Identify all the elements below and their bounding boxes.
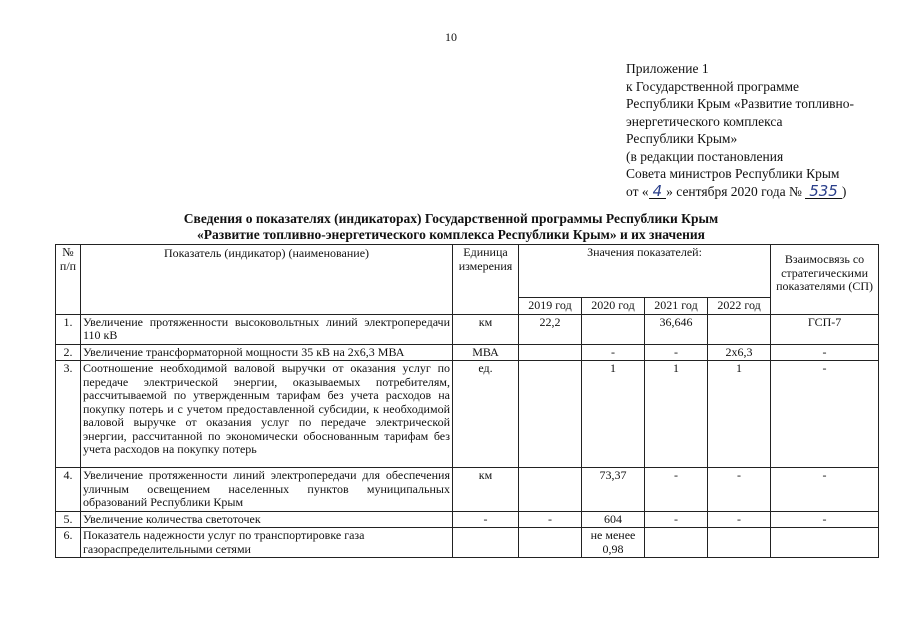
appendix-line: Совета министров Республики Крым xyxy=(626,166,840,181)
handwritten-decree-number: 535 xyxy=(805,184,842,199)
row-value-2020: не менее 0,98 xyxy=(582,528,645,558)
appendix-line: (в редакции постановления xyxy=(626,148,784,164)
row-value-2021: 36,646 xyxy=(645,314,708,344)
row-value-2022: 1 xyxy=(708,361,771,468)
row-value-2022 xyxy=(708,314,771,344)
row-unit xyxy=(453,528,519,558)
header-values: Значения показателей: xyxy=(519,245,771,298)
row-value-2019: - xyxy=(519,511,582,528)
row-value-2020: - xyxy=(582,344,645,361)
row-value-2022: - xyxy=(708,468,771,512)
row-num: 4. xyxy=(56,468,81,512)
indicators-table xyxy=(55,244,879,558)
row-indicator: Соотношение необходимой валовой выручки от оказания услуг по передаче электрической энергии, оказываемых потребителям, рассчитываемой по утвержденным тарифам без учета расходов на покупку потерь и с учетом предоставленной субсидии, к необходимой валовой выручке от оказания услуг по передаче электрической энергии, рассчитанной по экономически обоснованным тарифам без учета расходов на покупку потерь xyxy=(81,361,453,468)
date-prefix: от « xyxy=(626,183,649,199)
table-row xyxy=(56,361,879,468)
appendix-line: Республики Крым» xyxy=(626,131,738,146)
row-value-2021 xyxy=(645,528,708,558)
row-value-2020: 604 xyxy=(582,511,645,528)
row-value-2019 xyxy=(519,468,582,512)
row-indicator: Увеличение протяженности линий электропередачи для обеспечения уличным освещением населенных пунктов муниципальных образований Республики Крым xyxy=(81,468,453,512)
table-row xyxy=(56,468,879,512)
row-value-2020: 1 xyxy=(582,361,645,468)
appendix-line: к Государственной программе xyxy=(626,78,800,94)
decree-date-line xyxy=(626,183,896,201)
title-line-1: Сведения о показателях (индикаторах) Государственной программы Республики Крым xyxy=(183,211,719,226)
appendix-line: энергетического комплекса xyxy=(626,113,783,129)
table-row xyxy=(56,314,879,344)
row-strategic-link: - xyxy=(771,511,879,528)
row-value-2019 xyxy=(519,361,582,468)
row-unit: МВА xyxy=(453,344,519,361)
header-year: 2020 год xyxy=(582,298,645,315)
row-value-2019 xyxy=(519,528,582,558)
row-value-2020 xyxy=(582,314,645,344)
row-indicator: Увеличение трансформаторной мощности 35 кВ на 2х6,3 МВА xyxy=(81,344,453,361)
header-year: 2022 год xyxy=(708,298,771,315)
header-indicator: Показатель (индикатор) (наименование) xyxy=(81,245,453,315)
title-line-2: «Развитие топливно-энергетического комплекса Республики Крым» и их значения xyxy=(197,227,705,242)
row-num: 3. xyxy=(56,361,81,468)
row-value-2021: 1 xyxy=(645,361,708,468)
row-indicator: Показатель надежности услуг по транспортировке газа газораспределительными сетями xyxy=(81,528,453,558)
handwritten-day: 4 xyxy=(649,184,667,199)
table-row xyxy=(56,528,879,558)
appendix-line: Республики Крым «Развитие топливно- xyxy=(626,96,855,111)
appendix-block xyxy=(626,60,896,200)
row-value-2019: 22,2 xyxy=(519,314,582,344)
header-num: № п/п xyxy=(56,245,81,315)
row-num: 1. xyxy=(56,314,81,344)
row-strategic-link xyxy=(771,528,879,558)
date-middle: » сентября 2020 года № xyxy=(666,183,802,199)
row-indicator: Увеличение протяженности высоковольтных линий электропередачи 110 кВ xyxy=(81,314,453,344)
row-num: 2. xyxy=(56,344,81,361)
table-row xyxy=(56,511,879,528)
row-strategic-link: - xyxy=(771,344,879,361)
row-strategic-link: ГСП-7 xyxy=(771,314,879,344)
row-num: 5. xyxy=(56,511,81,528)
document-title xyxy=(0,211,902,243)
appendix-line: Приложение 1 xyxy=(626,61,709,76)
row-value-2019 xyxy=(519,344,582,361)
row-strategic-link: - xyxy=(771,468,879,512)
row-value-2021: - xyxy=(645,468,708,512)
row-value-2020: 73,37 xyxy=(582,468,645,512)
row-indicator: Увеличение количества светоточек xyxy=(81,511,453,528)
header-unit: Единица измерения xyxy=(453,245,519,315)
header-strategic-link: Взаимосвязь со стратегическими показателями (СП) xyxy=(771,245,879,315)
header-year: 2019 год xyxy=(519,298,582,315)
header-year: 2021 год xyxy=(645,298,708,315)
row-value-2022: 2х6,3 xyxy=(708,344,771,361)
row-unit: ед. xyxy=(453,361,519,468)
row-num: 6. xyxy=(56,528,81,558)
row-unit: км xyxy=(453,314,519,344)
table-row xyxy=(56,344,879,361)
row-value-2022: - xyxy=(708,511,771,528)
row-value-2021: - xyxy=(645,511,708,528)
page-number: 10 xyxy=(445,30,457,44)
row-unit: км xyxy=(453,468,519,512)
row-value-2022 xyxy=(708,528,771,558)
date-suffix: ) xyxy=(841,183,847,199)
row-strategic-link: - xyxy=(771,361,879,468)
row-value-2021: - xyxy=(645,344,708,361)
row-unit: - xyxy=(453,511,519,528)
